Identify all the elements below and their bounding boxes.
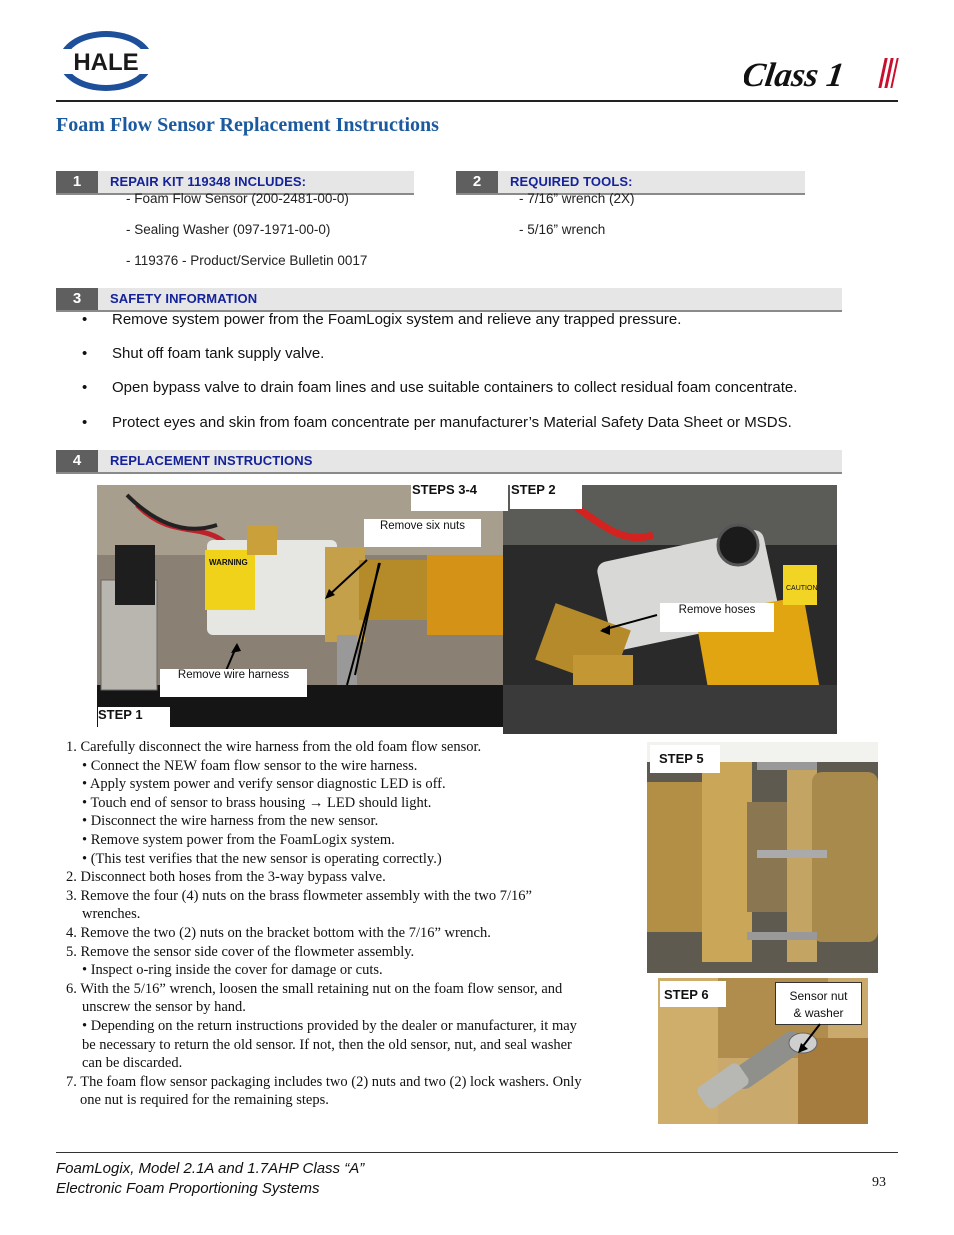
section-label: REQUIRED TOOLS: xyxy=(510,174,633,189)
repair-kit-item: - 119376 - Product/Service Bulletin 0017 xyxy=(126,253,368,268)
procedure-line: can be discarded. xyxy=(82,1055,183,1072)
procedure-line: 7. The foam flow sensor packaging includes two (2) nuts and two (2) lock washers. Only xyxy=(66,1073,582,1090)
footer-rule xyxy=(56,1152,898,1153)
remove-six-nuts-callout: Remove six nuts xyxy=(364,519,481,547)
class1-logo-text: Class 1 xyxy=(744,57,847,92)
procedure-line: 3. Remove the four (4) nuts on the brass flowmeter assembly with the two 7/16” xyxy=(66,887,532,904)
repair-kit-item: - Sealing Washer (097-1971-00-0) xyxy=(126,222,331,237)
procedure-line: unscrew the sensor by hand. xyxy=(82,999,246,1016)
step-5-label: STEP 5 xyxy=(650,745,720,773)
step-1-label: STEP 1 xyxy=(98,707,170,727)
callout-line: Sensor nut xyxy=(789,989,848,1003)
section-number: 3 xyxy=(56,288,98,310)
procedure-line: 6. With the 5/16” wrench, loosen the small retaining nut on the foam flow sensor, and xyxy=(66,980,563,997)
procedure-line: wrenches. xyxy=(82,906,141,923)
hale-logo-text: HALE xyxy=(73,49,139,76)
remove-hoses-callout: Remove hoses xyxy=(660,603,774,632)
caution-tag-text: CAUTION xyxy=(786,585,818,592)
header-rule xyxy=(56,100,898,102)
safety-item: Remove system power from the FoamLogix system and relieve any trapped pressure. xyxy=(112,311,682,328)
bullet: • xyxy=(82,379,88,396)
section-number: 4 xyxy=(56,450,98,472)
procedure-line: • Touch end of sensor to brass housing → LED should light. xyxy=(82,794,432,811)
hale-logo xyxy=(56,28,156,94)
section-label: REPLACEMENT INSTRUCTIONS xyxy=(110,453,313,468)
bullet: • xyxy=(82,311,88,328)
required-tool-item: - 5/16” wrench xyxy=(519,222,606,237)
safety-list xyxy=(56,311,856,441)
callout-arrow xyxy=(790,1022,830,1058)
procedure-line: • Disconnect the wire harness from the new sensor. xyxy=(82,813,379,830)
repair-kit-item: - Foam Flow Sensor (200-2481-00-0) xyxy=(126,191,349,206)
procedure-line: one nut is required for the remaining steps. xyxy=(80,1092,329,1109)
procedure-line: 2. Disconnect both hoses from the 3-way bypass valve. xyxy=(66,869,386,886)
procedure-line: • Connect the NEW foam flow sensor to the wire harness. xyxy=(82,757,418,774)
procedure-line: 1. Carefully disconnect the wire harness from the old foam flow sensor. xyxy=(66,739,482,755)
section-4-header xyxy=(56,450,842,474)
footer-text xyxy=(56,1159,364,1199)
steps-3-4-label: STEPS 3-4 xyxy=(411,481,508,511)
safety-item: Open bypass valve to drain foam lines and use suitable containers to collect residual foam concentrate. xyxy=(112,379,798,396)
section-label: REPAIR KIT 119348 INCLUDES: xyxy=(110,174,307,189)
safety-item: Shut off foam tank supply valve. xyxy=(112,345,325,362)
callout-line: & washer xyxy=(793,1006,844,1020)
bullet: • xyxy=(82,414,88,431)
step-2-label: STEP 2 xyxy=(510,481,582,509)
procedure-line: 5. Remove the sensor side cover of the flowmeter assembly. xyxy=(66,943,415,960)
footer-line: FoamLogix, Model 2.1A and 1.7AHP Class “A” xyxy=(56,1160,365,1177)
footer-line: Electronic Foam Proportioning Systems xyxy=(56,1180,320,1197)
procedure-line: • Depending on the return instructions provided by the dealer or manufacturer, it may xyxy=(82,1017,577,1034)
procedure-line: • Apply system power and verify sensor diagnostic LED is off. xyxy=(82,776,446,793)
procedure-steps xyxy=(64,738,644,1110)
section-3-header xyxy=(56,288,842,312)
required-tool-item: - 7/16” wrench (2X) xyxy=(519,191,635,206)
photo-step-5 xyxy=(647,742,878,973)
sensor-nut-washer-callout xyxy=(775,982,862,1025)
procedure-line: • (This test verifies that the new sensor is operating correctly.) xyxy=(82,850,442,867)
section-label: SAFETY INFORMATION xyxy=(110,291,258,306)
page-number: 93 xyxy=(872,1175,886,1190)
remove-wire-harness-callout: Remove wire harness xyxy=(160,669,307,697)
warning-sticker-text: WARNING xyxy=(209,558,248,567)
procedure-line: • Inspect o-ring inside the cover for damage or cuts. xyxy=(82,962,383,979)
safety-item: Protect eyes and skin from foam concentrate per manufacturer’s Material Safety Data Sheet or MSDS. xyxy=(112,414,792,431)
section-number: 1 xyxy=(56,171,98,193)
section-number: 2 xyxy=(456,171,498,193)
procedure-line: • Remove system power from the FoamLogix system. xyxy=(82,831,395,848)
class1-logo xyxy=(744,52,900,92)
page-title: Foam Flow Sensor Replacement Instructions xyxy=(56,114,439,136)
procedure-line: 4. Remove the two (2) nuts on the bracket bottom with the 7/16” wrench. xyxy=(66,924,491,941)
procedure-line: be necessary to return the old sensor. If not, then the old sensor, nut, and seal washer xyxy=(82,1036,572,1053)
step-6-label: STEP 6 xyxy=(660,981,726,1007)
bullet: • xyxy=(82,345,88,362)
